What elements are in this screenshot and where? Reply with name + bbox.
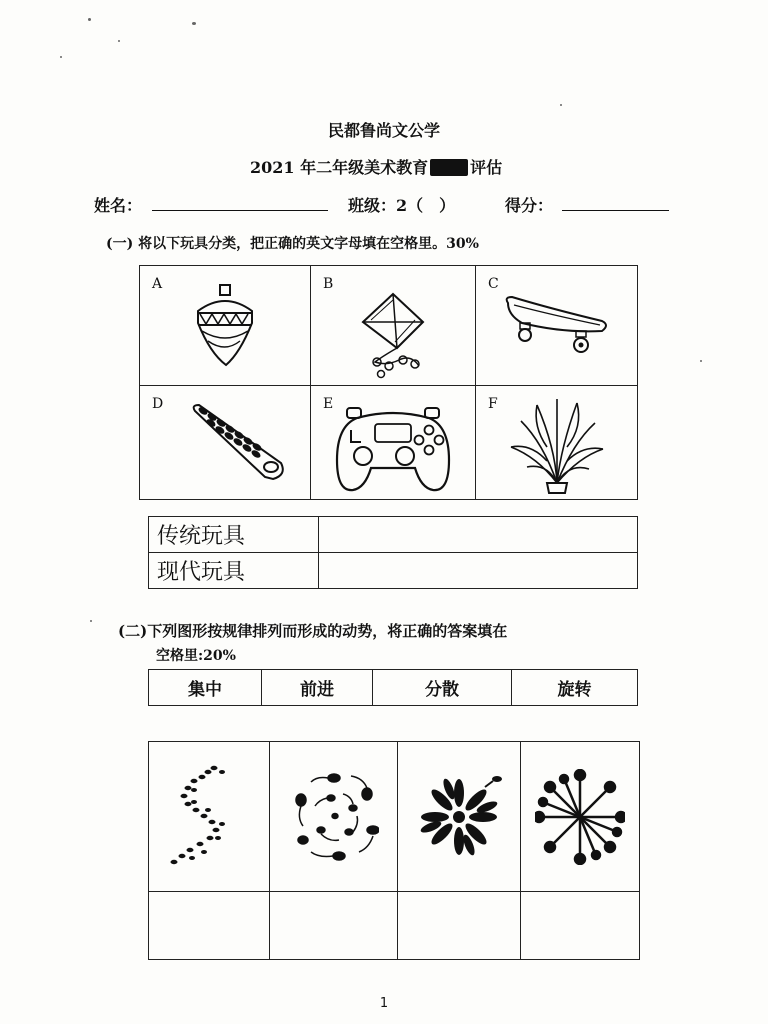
toy-letter: D	[152, 396, 164, 412]
section2-instruction-line1: (二)下列图形按规律排列而形成的动势，将正确的答案填在	[118, 622, 508, 640]
name-field[interactable]	[152, 210, 328, 211]
congkak-board-icon	[191, 403, 287, 483]
score-label: 得分：	[505, 196, 554, 215]
scan-speck	[60, 56, 62, 58]
toy-letter: B	[323, 276, 334, 292]
exam-title-part-b: 评估	[470, 158, 503, 177]
fish-disperse-icon	[535, 769, 625, 865]
answer-traditional-toys[interactable]	[319, 517, 638, 553]
school-name: 民都鲁尚文公学	[327, 121, 440, 140]
toy-cell-c	[476, 266, 638, 386]
game-controller-icon	[333, 404, 453, 494]
option-rotate: 旋转	[512, 670, 638, 706]
name-label: 姓名：	[94, 196, 143, 215]
pattern-cell-2	[270, 742, 398, 892]
toy-letter: E	[323, 396, 334, 412]
answer-modern-toys[interactable]	[319, 553, 638, 589]
score-field[interactable]	[562, 210, 669, 211]
section2-instruction-line2: 空格里:20%	[156, 648, 236, 664]
section1-instruction: (一) 将以下玩具分类，把正确的英文字母填在空格里。30%	[106, 236, 479, 252]
skateboard-icon	[502, 293, 612, 359]
scan-speck	[88, 18, 91, 21]
exam-title	[250, 155, 502, 178]
redaction-mark	[430, 159, 468, 176]
pattern-answer-3[interactable]	[398, 892, 521, 960]
pattern-cell-3	[398, 742, 521, 892]
toy-cell-a	[140, 266, 311, 386]
toy-letter: C	[488, 276, 499, 292]
kite-icon	[353, 290, 433, 380]
category-table	[148, 516, 638, 589]
spinning-top-icon	[190, 283, 260, 369]
category-modern: 现代玩具	[149, 553, 319, 589]
category-traditional: 传统玩具	[149, 517, 319, 553]
scan-speck	[118, 40, 120, 42]
option-table	[148, 669, 638, 706]
exam-title-part-a: 2021 年二年级美术教育	[250, 158, 429, 177]
tadpole-swirl-icon	[289, 772, 379, 862]
pattern-table	[148, 741, 640, 960]
toy-letter: A	[152, 276, 163, 292]
option-concentrate: 集中	[149, 670, 262, 706]
toy-grid	[139, 265, 638, 500]
pattern-answer-1[interactable]	[149, 892, 270, 960]
pattern-answer-2[interactable]	[270, 892, 398, 960]
footprint-path-icon	[164, 762, 254, 872]
toy-letter: F	[488, 396, 498, 412]
fish-converge-icon	[411, 769, 507, 865]
scan-speck	[192, 22, 196, 25]
class-label: 班级：2（ ）	[348, 196, 456, 215]
pattern-answer-4[interactable]	[521, 892, 640, 960]
scan-speck	[700, 360, 702, 362]
scan-speck	[90, 620, 92, 622]
option-forward: 前进	[262, 670, 373, 706]
toy-cell-e	[311, 386, 476, 500]
scan-speck	[560, 104, 562, 106]
toy-cell-d	[140, 386, 311, 500]
plant-icon	[507, 397, 607, 497]
option-disperse: 分散	[373, 670, 512, 706]
pattern-cell-1	[149, 742, 270, 892]
toy-cell-b	[311, 266, 476, 386]
toy-cell-f	[476, 386, 638, 500]
page-number: 1	[379, 996, 389, 1011]
pattern-cell-4	[521, 742, 640, 892]
